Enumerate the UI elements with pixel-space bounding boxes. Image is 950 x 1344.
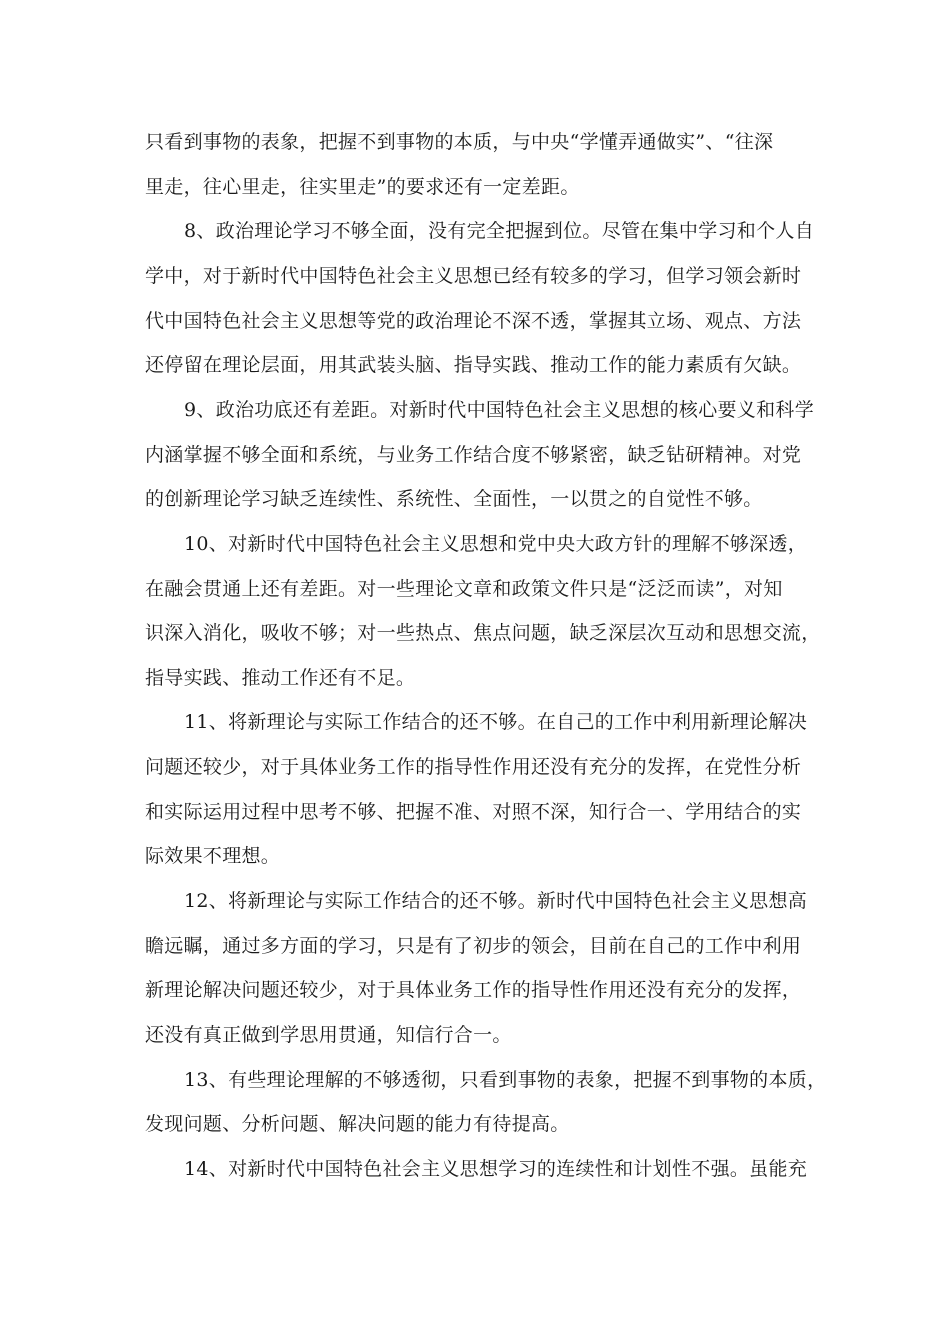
paragraph-first-line: 8、政治理论学习不够全面，没有完全把握到位。尽管在集中学习和个人自 <box>184 220 814 243</box>
paragraph-line: 代中国特色社会主义思想等党的政治理论不深不透，掌握其立场、观点、方法 <box>145 309 802 332</box>
paragraph-line: 里走，往心里走，往实里走”的要求还有一定差距。 <box>145 175 580 198</box>
paragraph-first-line: 12、将新理论与实际工作结合的还不够。新时代中国特色社会主义思想高 <box>184 890 808 913</box>
paragraph-line: 只看到事物的表象，把握不到事物的本质，与中央“学懂弄通做实”、“往深 <box>145 131 774 153</box>
paragraph-first-line: 14、对新时代中国特色社会主义思想学习的连续性和计划性不强。虽能充 <box>184 1157 808 1180</box>
paragraph-line: 发现问题、分析问题、解决问题的能力有待提高。 <box>145 1113 570 1136</box>
paragraph-line: 指导实践、推动工作还有不足。 <box>145 666 416 689</box>
paragraph-first-line: 10、对新时代中国特色社会主义思想和党中央大政方针的理解不够深透， <box>184 532 808 555</box>
paragraph-line: 还停留在理论层面，用其武装头脑、指导实践、推动工作的能力素质有欠缺。 <box>145 354 802 377</box>
paragraph-line: 际效果不理想。 <box>145 845 281 868</box>
paragraph-line: 还没有真正做到学思用贯通，知信行合一。 <box>145 1024 512 1046</box>
paragraph-first-line: 13、有些理论理解的不够透彻，只看到事物的表象，把握不到事物的本质， <box>184 1068 827 1091</box>
paragraph-first-line: 11、将新理论与实际工作结合的还不够。在自己的工作中利用新理论解决 <box>184 711 808 734</box>
paragraph-line: 瞻远瞩，通过多方面的学习，只是有了初步的领会，目前在自己的工作中利用 <box>145 934 802 957</box>
paragraph-line: 识深入消化，吸收不够；对一些热点、焦点问题，缺乏深层次互动和思想交流， <box>145 622 821 645</box>
paragraph-first-line: 9、政治功底还有差距。对新时代中国特色社会主义思想的核心要义和科学 <box>184 398 814 421</box>
paragraph-line: 新理论解决问题还较少，对于具体业务工作的指导性作用还没有充分的发挥， <box>145 979 802 1002</box>
paragraph-line: 学中，对于新时代中国特色社会主义思想已经有较多的学习，但学习领会新时 <box>145 264 802 287</box>
paragraph-line: 的创新理论学习缺乏连续性、系统性、全面性，一以贯之的自觉性不够。 <box>145 488 763 511</box>
paragraph-line: 在融会贯通上还有差距。对一些理论文章和政策文件只是“泛泛而读”，对知 <box>145 577 783 600</box>
paragraph-line: 和实际运用过程中思考不够、把握不准、对照不深，知行合一、学用结合的实 <box>145 800 802 823</box>
paragraph-line: 问题还较少，对于具体业务工作的指导性作用还没有充分的发挥，在党性分析 <box>145 756 802 779</box>
paragraph-line: 内涵掌握不够全面和系统，与业务工作结合度不够紧密，缺乏钻研精神。对党 <box>145 443 802 466</box>
